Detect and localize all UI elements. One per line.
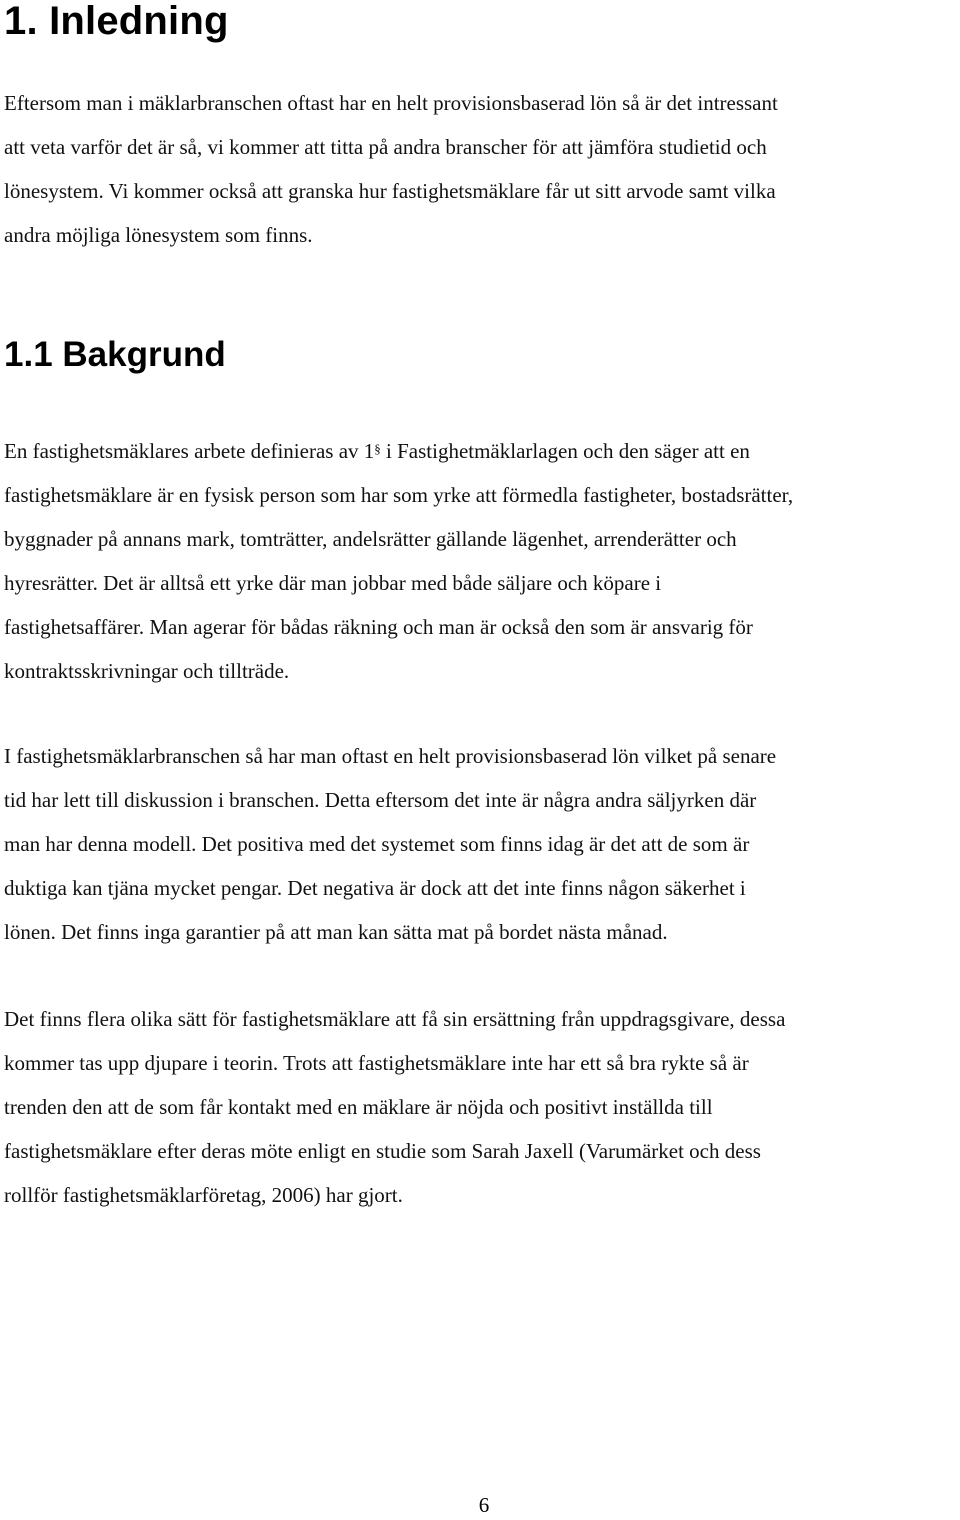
page-number: 6 [478,1493,490,1517]
text-line: andra möjliga lönesystem som finns. [4,223,313,247]
text-line [4,427,954,473]
footnote-mark: § [374,441,381,456]
text-line: trenden den att de som får kontakt med en mäklare är nöjda och positivt inställda till [4,1095,713,1119]
text-segment: En fastighetsmäklares arbete definieras av 1 [4,439,375,463]
text-line: fastighetsmäklare efter deras möte enligt en studie som Sarah Jaxell (Varumärket och dess [4,1139,761,1163]
text-line: fastighetsaffärer. Man agerar för bådas räkning och man är också den som är ansvarig för [4,615,753,639]
text-line: lönesystem. Vi kommer också att granska hur fastighetsmäklare får ut sitt arvode samt vilka [4,179,776,203]
text-line: tid har lett till diskussion i branschen. Detta eftersom det inte är några andra säljyrken där [4,788,757,812]
heading-bakgrund: 1.1 Bakgrund [4,335,226,374]
text-line: duktiga kan tjäna mycket pengar. Det negativa är dock att det inte finns någon säkerhet i [4,876,746,900]
text-line: Det finns flera olika sätt för fastighetsmäklare att få sin ersättning från uppdragsgivare, dessa [4,1007,786,1031]
text-segment: i Fastighetmäklarlagen och den säger att en [380,439,750,463]
text-line: att veta varför det är så, vi kommer att titta på andra branscher för att jämföra studietid och [4,135,767,159]
paragraph-intro [4,81,954,257]
text-line: I fastighetsmäklarbranschen så har man oftast en helt provisionsbaserad lön vilket på senare [4,744,777,768]
text-line: kommer tas upp djupare i teorin. Trots att fastighetsmäklare inte har ett så bra rykte så är [4,1051,749,1075]
paragraph-bakgrund-3 [4,997,954,1217]
text-line: man har denna modell. Det positiva med det systemet som finns idag är det att de som är [4,832,750,856]
text-line: hyresrätter. Det är alltså ett yrke där man jobbar med både säljare och köpare i [4,571,662,595]
paragraph-bakgrund-2 [4,734,954,954]
paragraph-bakgrund-1 [4,427,954,693]
text-line: byggnader på annans mark, tomträtter, andelsrätter gällande lägenhet, arrenderätter och [4,527,737,551]
text-line: Eftersom man i mäklarbranschen oftast har en helt provisionsbaserad lön så är det intressant [4,91,778,115]
text-line: lönen. Det finns inga garantier på att man kan sätta mat på bordet nästa månad. [4,920,668,944]
heading-inledning: 1. Inledning [4,0,229,43]
text-line: rollför fastighetsmäklarföretag, 2006) har gjort. [4,1183,403,1207]
text-line: fastighetsmäklare är en fysisk person som har som yrke att förmedla fastigheter, bostadsrätter, [4,483,794,507]
text-line: kontraktsskrivningar och tillträde. [4,659,290,683]
